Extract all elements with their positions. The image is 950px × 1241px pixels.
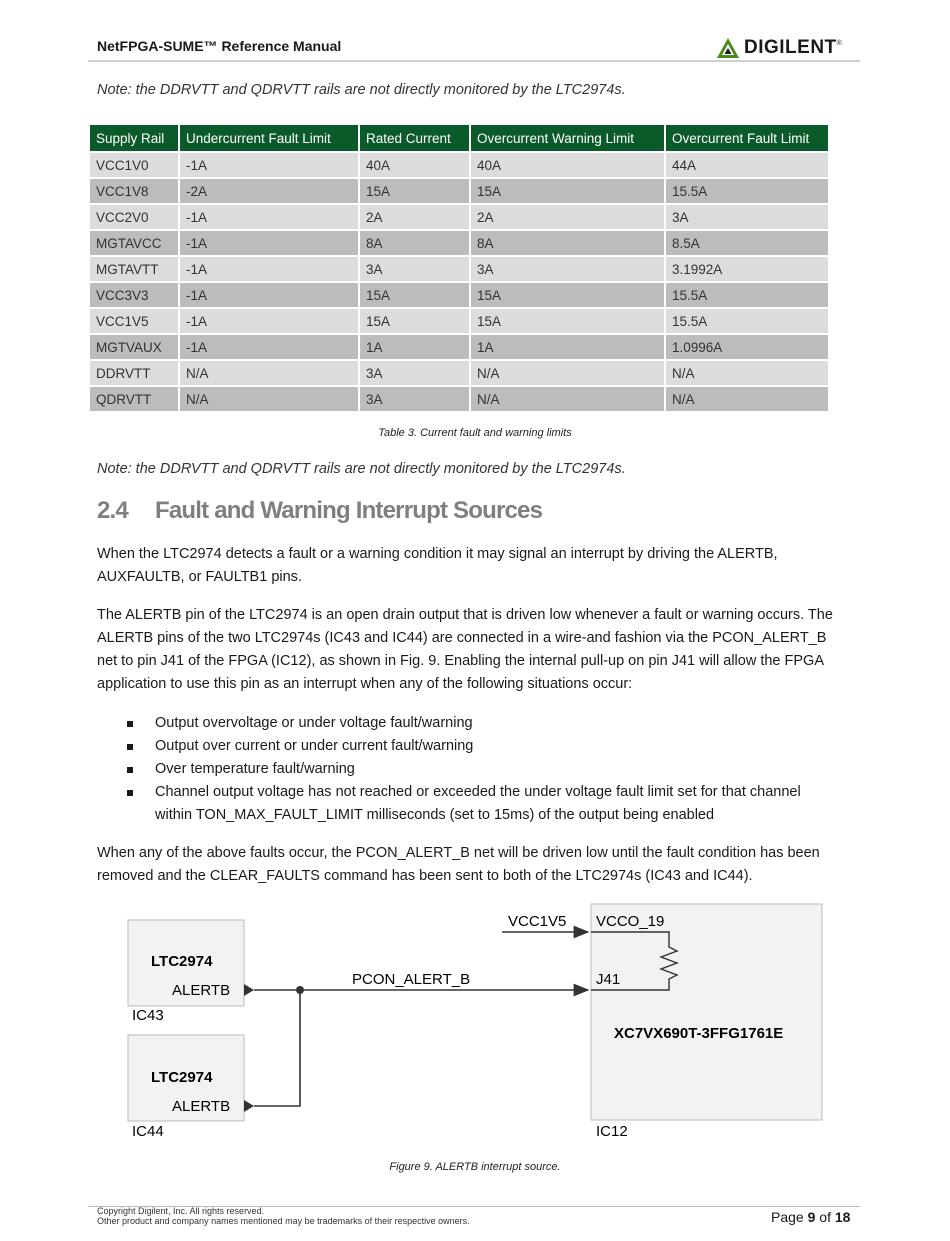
table-cell: MGTAVCC: [90, 231, 178, 255]
table-cell: 3.1992A: [666, 257, 828, 281]
table-cell: 1A: [360, 335, 469, 359]
table-cell: MGTAVTT: [90, 257, 178, 281]
table-row: [90, 179, 828, 203]
note-bottom: Note: the DDRVTT and QDRVTT rails are not directly monitored by the LTC2974s.: [97, 461, 626, 477]
table-cell: 3A: [360, 387, 469, 411]
table-cell: 44A: [666, 153, 828, 177]
table-cell: -1A: [180, 205, 358, 229]
table-cell: 2A: [471, 205, 664, 229]
table-cell: 40A: [471, 153, 664, 177]
table-cell: 3A: [666, 205, 828, 229]
section-title: Fault and Warning Interrupt Sources: [155, 497, 543, 524]
fpga-ref: IC12: [596, 1123, 628, 1140]
list-item: Channel output voltage has not reached or exceeded the under voltage fault limit set for that channel within TON_MAX_FAULT_LIMIT milliseconds (set to 15ms) of the output being enabled: [97, 781, 837, 827]
ic43-pin: ALERTB: [172, 982, 231, 999]
footer-copyright: Copyright Digilent, Inc. All rights reserved.: [97, 1206, 265, 1216]
table-cell: VCC2V0: [90, 205, 178, 229]
column-header: Supply Rail: [90, 125, 178, 151]
digilent-logo-icon: [716, 37, 740, 59]
digilent-logo: DIGILENT ®: [716, 36, 856, 60]
table-cell: N/A: [666, 387, 828, 411]
table-row: [90, 361, 828, 385]
table-cell: 2A: [360, 205, 469, 229]
table-cell: QDRVTT: [90, 387, 178, 411]
table-cell: 15A: [360, 283, 469, 307]
bullet-icon: [127, 767, 133, 773]
table-cell: 3A: [360, 361, 469, 385]
bullet-icon: [127, 721, 133, 727]
table-cell: 1A: [471, 335, 664, 359]
table-cell: -1A: [180, 231, 358, 255]
table-cell: -1A: [180, 283, 358, 307]
table-cell: N/A: [180, 361, 358, 385]
ic44-name: LTC2974: [151, 1069, 213, 1086]
bullet-icon: [127, 790, 133, 796]
table-caption: Table 3. Current fault and warning limits: [378, 427, 572, 439]
table-cell: VCC1V8: [90, 179, 178, 203]
fault-conditions-list: [97, 712, 837, 827]
table-cell: 15A: [471, 179, 664, 203]
table-cell: VCC1V0: [90, 153, 178, 177]
table-cell: -1A: [180, 153, 358, 177]
ic43-output-arrow: [244, 984, 254, 996]
table-row: [90, 205, 828, 229]
table-cell: 8A: [471, 231, 664, 255]
table-row: [90, 335, 828, 359]
table-row: [90, 231, 828, 255]
table-cell: VCC3V3: [90, 283, 178, 307]
document-title: NetFPGA-SUME™ Reference Manual: [97, 38, 342, 54]
column-header: Undercurrent Fault Limit: [180, 125, 358, 151]
column-header: Rated Current: [360, 125, 469, 151]
paragraph-1: When the LTC2974 detects a fault or a warning condition it may signal an interrupt by driving the ALERTB, AUXFAULTB, or FAULTB1 pins.: [97, 546, 778, 585]
alertb-diagram: [0, 895, 950, 1145]
fpga-part: XC7VX690T-3FFG1761E: [614, 1025, 784, 1042]
current-limits-table: [88, 123, 830, 413]
table-cell: 8.5A: [666, 231, 828, 255]
ic43-name: LTC2974: [151, 953, 213, 970]
ic43-ref: IC43: [132, 1007, 164, 1024]
table-cell: VCC1V5: [90, 309, 178, 333]
ic44-output-arrow: [244, 1100, 254, 1112]
table-cell: N/A: [666, 361, 828, 385]
figure-caption: Figure 9. ALERTB interrupt source.: [389, 1161, 561, 1173]
table-cell: MGTVAUX: [90, 335, 178, 359]
table-cell: 15A: [471, 283, 664, 307]
list-item: Over temperature fault/warning: [97, 758, 837, 781]
section-heading: [97, 497, 542, 525]
table-row: [90, 153, 828, 177]
table-cell: N/A: [471, 387, 664, 411]
paragraph-3: When any of the above faults occur, the PCON_ALERT_B net will be driven low until the fault condition has been removed and the CLEAR_FAULTS command has been sent to both of the LTC2974s (IC43 and IC44).: [97, 845, 820, 884]
table-cell: 15.5A: [666, 309, 828, 333]
column-header: Overcurrent Warning Limit: [471, 125, 664, 151]
table-cell: -1A: [180, 335, 358, 359]
list-item: Output over current or under current fault/warning: [97, 735, 837, 758]
column-header: Overcurrent Fault Limit: [666, 125, 828, 151]
table-cell: 15A: [360, 309, 469, 333]
table-cell: 15.5A: [666, 179, 828, 203]
table-row: [90, 257, 828, 281]
footer-trademark: Other product and company names mentioned may be trademarks of their respective owners.: [97, 1216, 470, 1226]
table-cell: DDRVTT: [90, 361, 178, 385]
table-cell: -2A: [180, 179, 358, 203]
table-row: [90, 309, 828, 333]
fpga-pin-label: J41: [596, 971, 621, 988]
page-number: Page 9 of 18: [771, 1209, 851, 1225]
ic44-wire: [254, 990, 300, 1106]
ic44-pin: ALERTB: [172, 1098, 231, 1115]
logo-text: DIGILENT: [744, 37, 837, 58]
table-cell: 8A: [360, 231, 469, 255]
section-number: 2.4: [97, 497, 128, 524]
table-cell: 15A: [360, 179, 469, 203]
table-cell: -1A: [180, 257, 358, 281]
table-row: [90, 387, 828, 411]
table-row: [90, 283, 828, 307]
ic44-ref: IC44: [132, 1123, 164, 1140]
table-cell: N/A: [471, 361, 664, 385]
supply-label: VCC1V5: [508, 913, 567, 930]
net-label: PCON_ALERT_B: [352, 971, 471, 988]
table-cell: 15A: [471, 309, 664, 333]
table-cell: -1A: [180, 309, 358, 333]
table-cell: N/A: [180, 387, 358, 411]
table-cell: 15.5A: [666, 283, 828, 307]
list-item: Output overvoltage or under voltage fault/warning: [97, 712, 837, 735]
fpga-box: [591, 904, 822, 1120]
note-top: Note: the DDRVTT and QDRVTT rails are not directly monitored by the LTC2974s.: [97, 82, 626, 98]
table-cell: 3A: [360, 257, 469, 281]
table-header-row: [90, 125, 828, 151]
table-cell: 3A: [471, 257, 664, 281]
header-rule: [88, 60, 860, 62]
fpga-bank-label: VCCO_19: [596, 913, 665, 930]
table-cell: 1.0996A: [666, 335, 828, 359]
bullet-icon: [127, 744, 133, 750]
paragraph-2: The ALERTB pin of the LTC2974 is an open drain output that is driven low whenever a fault or warning occurs. The ALERTB pins of the two LTC2974s (IC43 and IC44) are connected in a wire-and fashion via the PCON_ALERT_B net to pin J41 of the FPGA (IC12), as shown in Fig. 9. Enabling the internal pull-up on pin J41 will allow the FPGA application to use this pin as an interrupt when any of the following situations occur:: [97, 607, 833, 692]
table-cell: 40A: [360, 153, 469, 177]
